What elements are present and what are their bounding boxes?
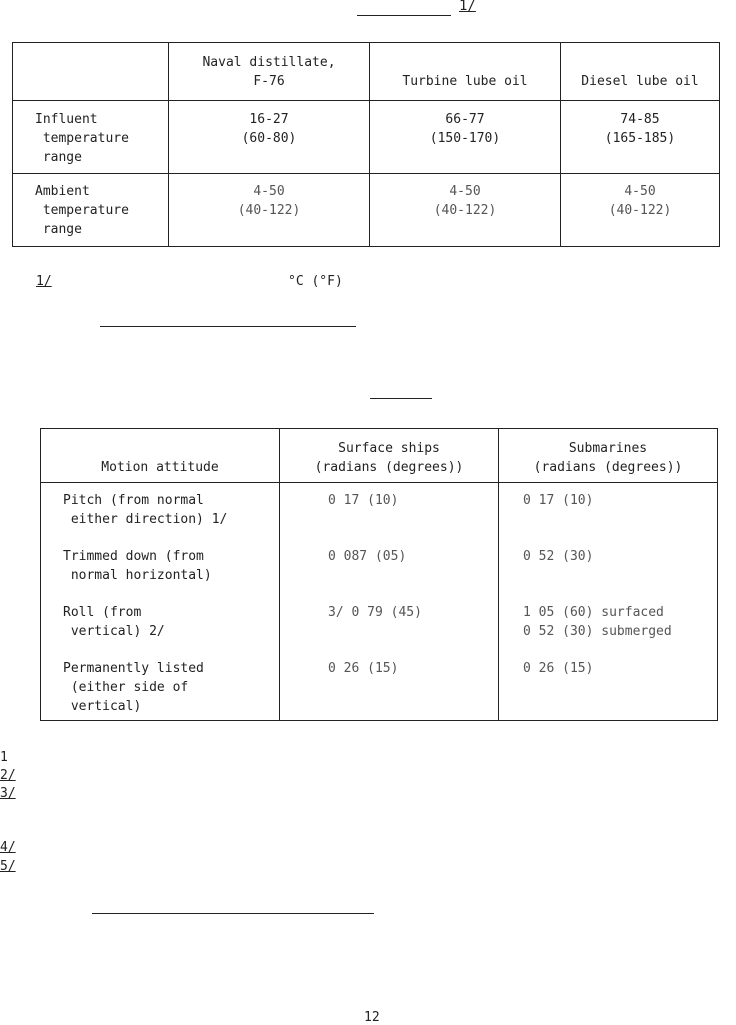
section-heading-underline <box>100 326 356 327</box>
value-line: 0 26 (15) <box>328 661 399 676</box>
value-line: 0 17 (10) <box>523 493 594 508</box>
value-line: 16-27 <box>249 112 289 127</box>
value-block <box>523 547 717 603</box>
motion-table-body <box>41 483 718 721</box>
label-line: either direction) 1/ <box>63 512 228 527</box>
temperature-table <box>12 42 720 247</box>
header-diesel-lube-oil <box>561 43 720 101</box>
value-block <box>523 603 717 659</box>
header-surface-ships <box>280 429 499 483</box>
header-line: Naval distillate, <box>202 55 336 70</box>
header-line: Surface ships <box>338 441 440 456</box>
table1-footnote-mark: 1/ <box>36 274 52 289</box>
value-line: 74-85 <box>620 112 660 127</box>
bottom-heading-underline <box>92 913 374 914</box>
note-mark-1: 1 <box>0 750 8 765</box>
label-line: Ambient <box>35 184 90 199</box>
row-ambient-temperature <box>13 174 720 247</box>
value-line: 3/ 0 79 (45) <box>328 605 422 620</box>
surface-values-cell <box>280 483 499 721</box>
value-line: 0 17 (10) <box>328 493 399 508</box>
value-block <box>328 659 498 678</box>
motion-row-roll-label <box>63 603 279 659</box>
header-motion-attitude <box>41 429 280 483</box>
top-footnote-ref: 1/ <box>459 0 476 14</box>
note-mark-4: 4/ <box>0 840 16 855</box>
header-line: Diesel lube oil <box>581 74 699 89</box>
label-line: Permanently listed <box>63 661 204 676</box>
cell-value <box>561 101 720 174</box>
value-line: 4-50 <box>624 184 656 199</box>
row-influent-temperature <box>13 101 720 174</box>
label-line: Roll (from <box>63 605 142 620</box>
label-line: range <box>35 222 82 237</box>
label-line: Trimmed down (from <box>63 549 204 564</box>
header-line: (radians (degrees)) <box>314 460 464 475</box>
value-block <box>328 491 498 547</box>
label-line: temperature <box>35 203 129 218</box>
temperature-table-header <box>13 43 720 101</box>
label-line: (either side of <box>63 680 189 695</box>
label-line: Influent <box>35 112 98 127</box>
value-block <box>328 547 498 603</box>
header-naval-distillate <box>169 43 370 101</box>
cell-value <box>370 174 561 247</box>
value-line: 0 52 (30) <box>523 549 594 564</box>
table1-footnote-unit: °C (°F) <box>288 274 343 289</box>
label-line: Pitch (from normal <box>63 493 204 508</box>
cell-value <box>561 174 720 247</box>
value-line: (40-122) <box>433 203 497 218</box>
cell-value <box>169 174 370 247</box>
label-line: vertical) 2/ <box>63 624 165 639</box>
value-line: (60-80) <box>241 131 297 146</box>
temperature-table-corner <box>13 43 169 101</box>
row-label <box>13 101 169 174</box>
cell-value <box>370 101 561 174</box>
note-mark-3: 3/ <box>0 786 16 801</box>
header-line: Submarines <box>568 441 648 456</box>
value-line: (40-122) <box>237 203 301 218</box>
header-line: (radians (degrees)) <box>533 460 683 475</box>
value-line: 1 05 (60) surfaced <box>523 605 664 620</box>
value-block <box>328 603 498 659</box>
value-line: 4-50 <box>449 184 481 199</box>
motion-row-listed-label <box>63 659 279 716</box>
row-label <box>13 174 169 247</box>
label-line: normal horizontal) <box>63 568 212 583</box>
value-line: 0 26 (15) <box>523 661 594 676</box>
top-heading-underline <box>357 15 451 16</box>
value-line: (165-185) <box>604 131 676 146</box>
header-line: Motion attitude <box>101 460 219 475</box>
header-turbine-lube-oil <box>370 43 561 101</box>
note-mark-5: 5/ <box>0 859 16 874</box>
value-block <box>523 491 717 547</box>
note-mark-2: 2/ <box>0 768 16 783</box>
motion-table-header <box>41 429 718 483</box>
header-submarines <box>499 429 718 483</box>
value-line: (40-122) <box>608 203 672 218</box>
label-line: temperature <box>35 131 129 146</box>
label-line: range <box>35 150 82 165</box>
value-block <box>523 659 717 678</box>
motion-labels-cell <box>41 483 280 721</box>
submarine-values-cell <box>499 483 718 721</box>
page-number: 12 <box>364 1010 380 1025</box>
cell-value <box>169 101 370 174</box>
header-line: F-76 <box>253 74 285 89</box>
table2-title-underline <box>370 398 432 399</box>
label-line: vertical) <box>63 699 142 714</box>
value-line: 66-77 <box>445 112 485 127</box>
value-line: 4-50 <box>253 184 285 199</box>
value-line: (150-170) <box>429 131 501 146</box>
header-line: Turbine lube oil <box>402 74 528 89</box>
motion-table <box>40 428 718 721</box>
value-line: 0 52 (30) submerged <box>523 624 672 639</box>
motion-row-pitch-label <box>63 491 279 547</box>
value-line: 0 087 (05) <box>328 549 407 564</box>
motion-row-trimmed-label <box>63 547 279 603</box>
